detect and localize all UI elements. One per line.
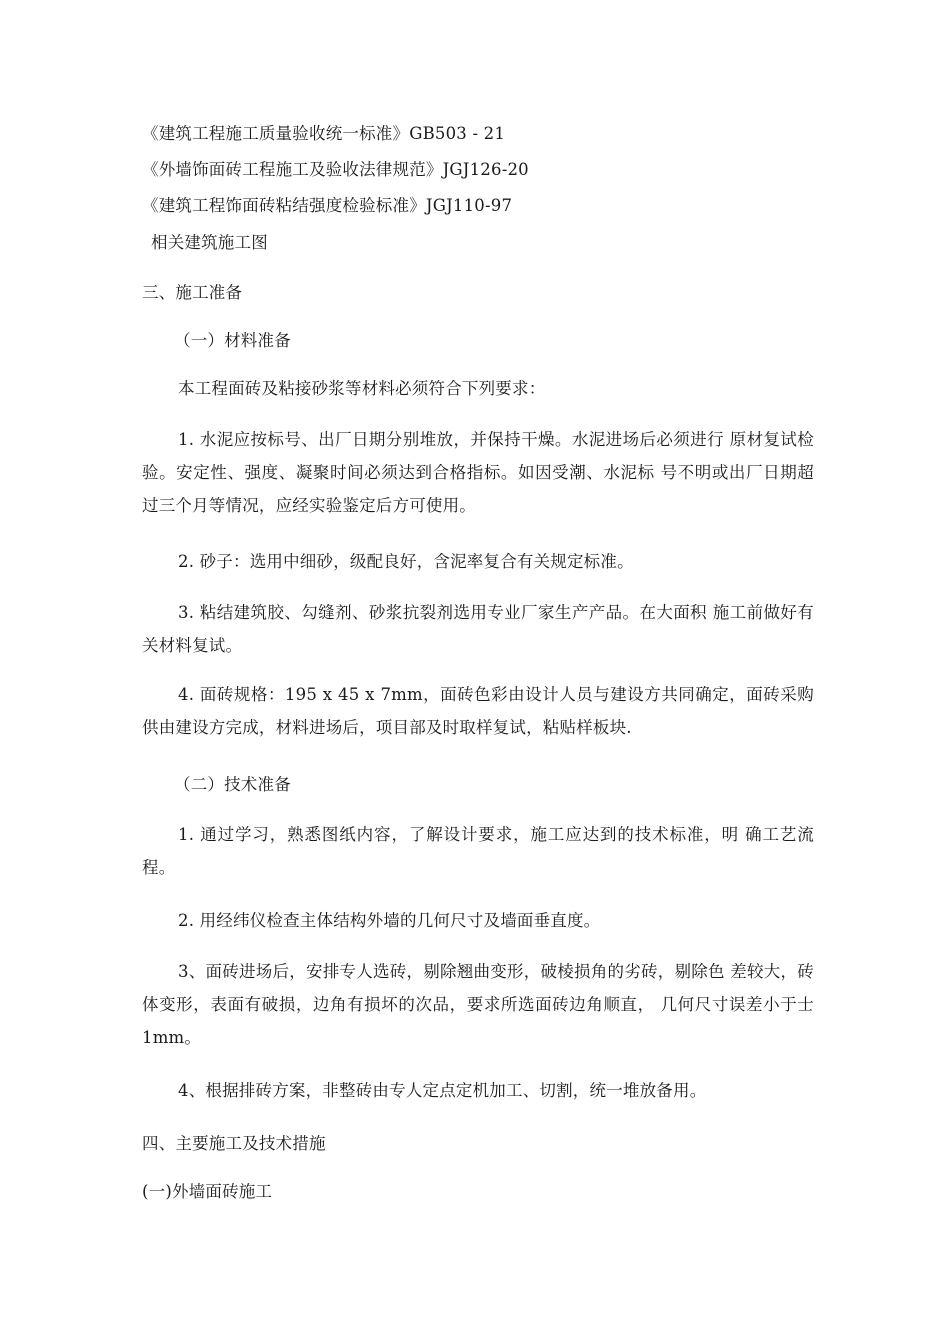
reference-jgj110: 《建筑工程饰面砖粘结强度检验标准》JGJ110-97 [142, 196, 513, 215]
technical-item-2: 2. 用经纬仪检查主体结构外墙的几何尺寸及墙面垂直度。 [178, 911, 601, 930]
reference-gb50300: 《建筑工程施工质量验收统一标准》GB503 - 21 [142, 124, 506, 143]
materials-heading: （一）材料准备 [174, 331, 291, 350]
materials-item-3: 3. 粘结建筑胶、勾缝剂、砂浆抗裂剂选用专业厂家生产产品。在大面积 施工前做好有关材料复试。 [142, 603, 814, 655]
section-3-heading: 三、施工准备 [142, 283, 243, 302]
section-4-heading: 四、主要施工及技术措施 [142, 1134, 326, 1153]
technical-heading: （二）技术准备 [174, 775, 291, 794]
technical-item-1: 1. 通过学习，熟悉图纸内容，了解设计要求，施工应达到的技术标准，明 确工艺流程。 [142, 825, 814, 877]
materials-intro: 本工程面砖及粘接砂浆等材料必须符合下列要求： [178, 379, 546, 398]
materials-item-4: 4. 面砖规格：195 x 45 x 7mm，面砖色彩由设计人员与建设方共同确定，面砖采购供由建设方完成，材料进场后，项目部及时取样复试，粘贴样板块. [142, 685, 814, 737]
materials-item-2: 2. 砂子：选用中细砂，级配良好，含泥率复合有关规定标准。 [178, 552, 634, 571]
technical-item-3: 3、面砖进场后，安排专人选砖，剔除翘曲变形，破棱损角的劣砖，剔除色 差较大，砖体变形，表面有破损，边角有损坏的次品，要求所选面砖边角顺直， 几何尺寸误差小于士 1mm。 [142, 962, 814, 1047]
materials-item-1: 1. 水泥应按标号、出厂日期分别堆放，并保持干燥。水泥进场后必须进行 原材复试检验。安定性、强度、凝聚时间必须达到合格指标。如因受潮、水泥标 号不明或出厂日期超过三个月等情况，应经实验鉴定后方可使用。 [142, 430, 814, 515]
technical-item-4: 4、根据排砖方案，非整砖由专人定点定机加工、切割，统一堆放备用。 [178, 1081, 707, 1100]
reference-jgj126: 《外墙饰面砖工程施工及验收法律规范》JGJ126-20 [142, 160, 529, 179]
reference-drawings: 相关建筑施工图 [151, 233, 268, 252]
section-4-sub-1: (一)外墙面砖施工 [142, 1182, 273, 1201]
